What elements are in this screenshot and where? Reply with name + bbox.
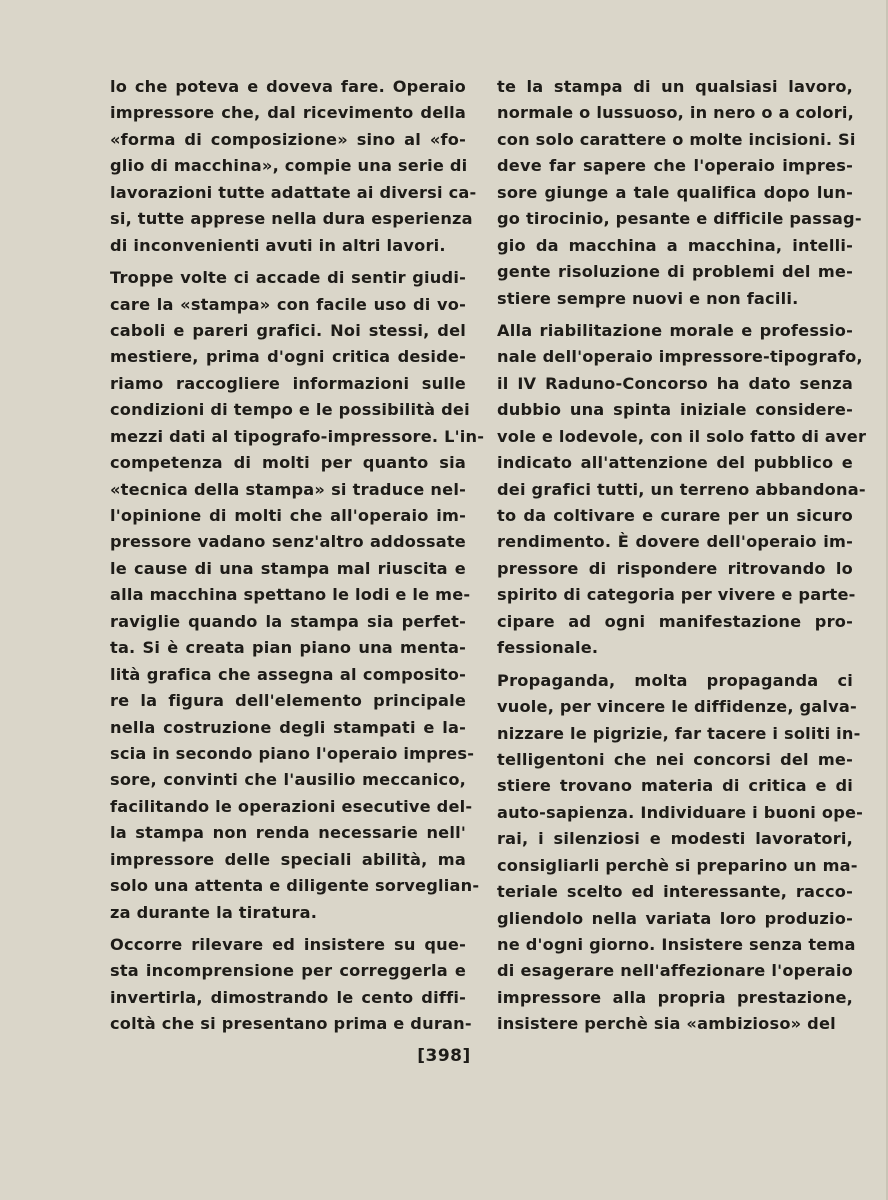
- text-line: ne d'ogni giorno. Insistere senza tema: [497, 935, 856, 954]
- text-line: «forma di composizione» sino al «fo-: [110, 129, 466, 149]
- text-line: stiere sempre nuovi e non facili.: [497, 288, 799, 308]
- text-line: go tirocinio, pesante e difficile passag-: [497, 209, 862, 229]
- text-line: rai, i silenziosi e modesti lavoratori,: [497, 829, 853, 849]
- text-line: nizzare le pigrizie, far tacere i soliti in-: [497, 723, 861, 743]
- text-line: rendimento. È dovere dell'operaio im-: [497, 532, 853, 552]
- paragraph: [497, 668, 864, 1038]
- paragraph: [110, 932, 472, 1038]
- text-line: ta. Si è creata pian piano una menta-: [110, 638, 466, 658]
- text-line: deve far sapere che l'operaio impres-: [497, 156, 853, 176]
- text-line: Alla riabilitazione morale e professio-: [497, 320, 853, 340]
- text-line: nella costruzione degli stampati e la-: [110, 717, 466, 737]
- text-line: vole e lodevole, con il solo fatto di aver: [497, 426, 867, 446]
- text-line: teriale scelto ed interessante, racco-: [497, 882, 853, 902]
- text-line: gente risoluzione di problemi del me-: [497, 262, 853, 282]
- text-line: lavorazioni tutte adattate ai diversi ca-: [110, 182, 477, 202]
- text-line: nale dell'operaio impressore-tipografo,: [497, 347, 863, 367]
- text-column-left: [110, 74, 485, 1038]
- text-line: pressore di rispondere ritrovando lo: [497, 558, 853, 578]
- text-line: vuole, per vincere le diffidenze, galva-: [497, 697, 857, 717]
- text-line: normale o lussuoso, in nero o a colori,: [497, 103, 855, 123]
- text-line: gliendolo nella variata loro produzio-: [497, 908, 853, 928]
- paragraph: [110, 265, 485, 926]
- text-line: alla macchina spettano le lodi e le me-: [110, 585, 471, 605]
- text-line: sore giunge a tale qualifica dopo lun-: [497, 182, 853, 202]
- text-line: glio di macchina», compie una serie di: [110, 156, 468, 176]
- text-line: si, tutte apprese nella dura esperienza: [110, 209, 473, 229]
- text-line: insistere perchè sia «ambizioso» del: [497, 1014, 836, 1034]
- text-line: pressore vadano senz'altro addossate: [110, 532, 466, 552]
- text-line: condizioni di tempo e le possibilità dei: [110, 400, 470, 420]
- text-line: le cause di una stampa mal riuscita e: [110, 558, 466, 578]
- text-line: stiere trovano materia di critica e di: [497, 776, 853, 796]
- text-line: sta incomprensione per correggerla e: [110, 961, 466, 981]
- text-line: facilitando le operazioni esecutive del-: [110, 796, 473, 816]
- text-line: solo una attenta e diligente sorveglian-: [110, 876, 480, 896]
- page-number: [398]: [417, 1046, 471, 1066]
- text-line: invertirla, dimostrando le cento diffi-: [110, 987, 466, 1007]
- text-line: auto-sapienza. Individuare i buoni ope-: [497, 802, 864, 822]
- text-line: dei grafici tutti, un terreno abbandona-: [497, 479, 866, 499]
- text-line: spirito di categoria per vivere e parte-: [497, 585, 856, 605]
- text-line: lo che poteva e doveva fare. Operaio: [110, 77, 466, 96]
- text-line: cipare ad ogni manifestazione pro-: [497, 611, 853, 631]
- text-line: la stampa non renda necessarie nell': [110, 823, 466, 843]
- text-line: mezzi dati al tipografo-impressore. L'in-: [110, 426, 485, 446]
- text-line: di inconvenienti avuti in altri lavori.: [110, 235, 446, 255]
- paragraph: [497, 318, 867, 662]
- text-line: to da coltivare e curare per un sicuro: [497, 506, 853, 525]
- text-line: Troppe volte ci accade di sentir giudi-: [110, 268, 466, 288]
- text-line: Occorre rilevare ed insistere su que-: [110, 935, 466, 954]
- paragraph: [497, 74, 862, 312]
- text-line: consigliarli perchè si preparino un ma-: [497, 855, 858, 875]
- text-line: di esagerare nell'affezionare l'operaio: [497, 961, 853, 981]
- text-column-right: [497, 74, 867, 1038]
- text-line: fessionale.: [497, 638, 599, 658]
- text-line: impressore che, dal ricevimento della: [110, 103, 466, 123]
- text-line: scia in secondo piano l'operaio impres-: [110, 743, 475, 763]
- text-line: «tecnica della stampa» si traduce nel-: [110, 479, 466, 499]
- text-line: lità grafica che assegna al composito-: [110, 664, 466, 684]
- text-line: Propaganda, molta propaganda ci: [497, 670, 853, 690]
- text-line: coltà che si presentano prima e duran-: [110, 1014, 472, 1034]
- text-line: impressore alla propria prestazione,: [497, 987, 853, 1007]
- text-line: dubbio una spinta iniziale considere-: [497, 400, 853, 420]
- text-line: za durante la tiratura.: [110, 902, 318, 922]
- text-line: te la stampa di un qualsiasi lavoro,: [497, 77, 853, 96]
- text-line: indicato all'attenzione del pubblico e: [497, 453, 853, 473]
- text-line: care la «stampa» con facile uso di vo-: [110, 294, 466, 314]
- text-line: re la figura dell'elemento principale: [110, 691, 466, 711]
- text-line: raviglie quando la stampa sia perfet-: [110, 611, 466, 631]
- text-line: impressore delle speciali abilità, ma: [110, 849, 466, 869]
- text-line: caboli e pareri grafici. Noi stessi, del: [110, 320, 466, 340]
- text-line: con solo carattere o molte incisioni. Si: [497, 129, 856, 149]
- text-line: mestiere, prima d'ogni critica deside-: [110, 347, 466, 367]
- text-line: l'opinione di molti che all'operaio im-: [110, 506, 466, 525]
- text-line: il IV Raduno-Concorso ha dato senza: [497, 373, 853, 393]
- text-line: telligentoni che nei concorsi del me-: [497, 749, 853, 769]
- text-line: sore, convinti che l'ausilio meccanico,: [110, 770, 466, 790]
- text-line: riamo raccogliere informazioni sulle: [110, 373, 466, 393]
- text-line: gio da macchina a macchina, intelli-: [497, 235, 853, 255]
- paragraph: [110, 74, 477, 259]
- text-line: competenza di molti per quanto sia: [110, 453, 466, 473]
